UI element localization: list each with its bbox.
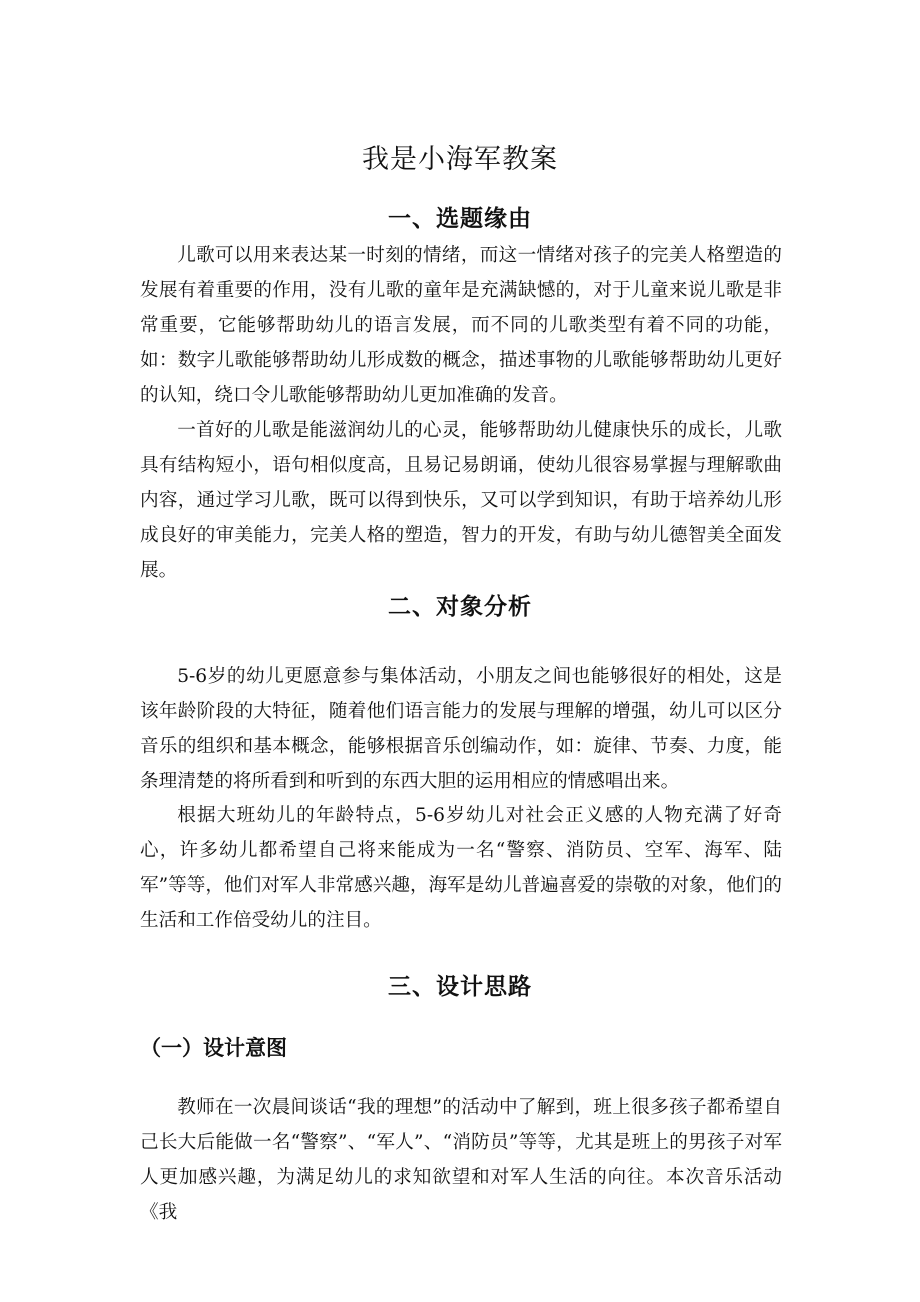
- section-1-paragraph-2: 一首好的儿歌是能滋润幼儿的心灵，能够帮助幼儿健康快乐的成长，儿歌具有结构短小，语句相似度高，且易记易朗诵，使幼儿很容易掌握与理解歌曲内容，通过学习儿歌，既可以得到快乐，又可以学到知识，有助于培养幼儿形成良好的审美能力，完美人格的塑造，智力的开发，有助与幼儿德智美全面发展。: [140, 420, 782, 581]
- section-1-paragraph-1: 儿歌可以用来表达某一时刻的情绪，而这一情绪对孩子的完美人格塑造的发展有着重要的作用，没有儿歌的童年是充满缺憾的，对于儿童来说儿歌是非常重要，它能够帮助幼儿的语言发展，而不同的儿歌类型有着不同的功能，如：数字儿歌能够帮助幼儿形成数的概念，描述事物的儿歌能够帮助幼儿更好的认知，绕口令儿歌能够帮助幼儿更加准确的发音。: [140, 245, 782, 406]
- section-2-paragraph-1: 5-6岁的幼儿更愿意参与集体活动，小朋友之间也能够很好的相处，这是该年龄阶段的大特征，随着他们语言能力的发展与理解的增强，幼儿可以区分音乐的组织和基本概念，能够根据音乐创编动作，如：旋律、节奏、力度，能条理清楚的将所看到和听到的东西大胆的运用相应的情感唱出来。: [140, 666, 782, 792]
- section-3-paragraph-1: 教师在一次晨间谈话“我的理想”的活动中了解到，班上很多孩子都希望自己长大后能做一名“警察”、“军人”、“消防员”等等，尤其是班上的男孩子对军人更加感兴趣，为满足幼儿的求知欲望和对军人生活的向往。本次音乐活动《我: [140, 1097, 782, 1223]
- document-title: 我是小海军教案: [362, 144, 558, 175]
- subsection-heading: （一）设计意图: [140, 1036, 287, 1060]
- section-heading-3: 三、设计思路: [388, 974, 532, 1000]
- section-heading-2: 二、对象分析: [388, 594, 532, 620]
- section-heading-1: 一、选题缘由: [388, 206, 532, 232]
- section-2-paragraph-2: 根据大班幼儿的年龄特点，5-6岁幼儿对社会正义感的人物充满了好奇心，许多幼儿都希望自己将来能成为一名“警察、消防员、空军、海军、陆军”等等，他们对军人非常感兴趣，海军是幼儿普遍喜爱的崇敬的对象，他们的生活和工作倍受幼儿的注目。: [140, 805, 782, 931]
